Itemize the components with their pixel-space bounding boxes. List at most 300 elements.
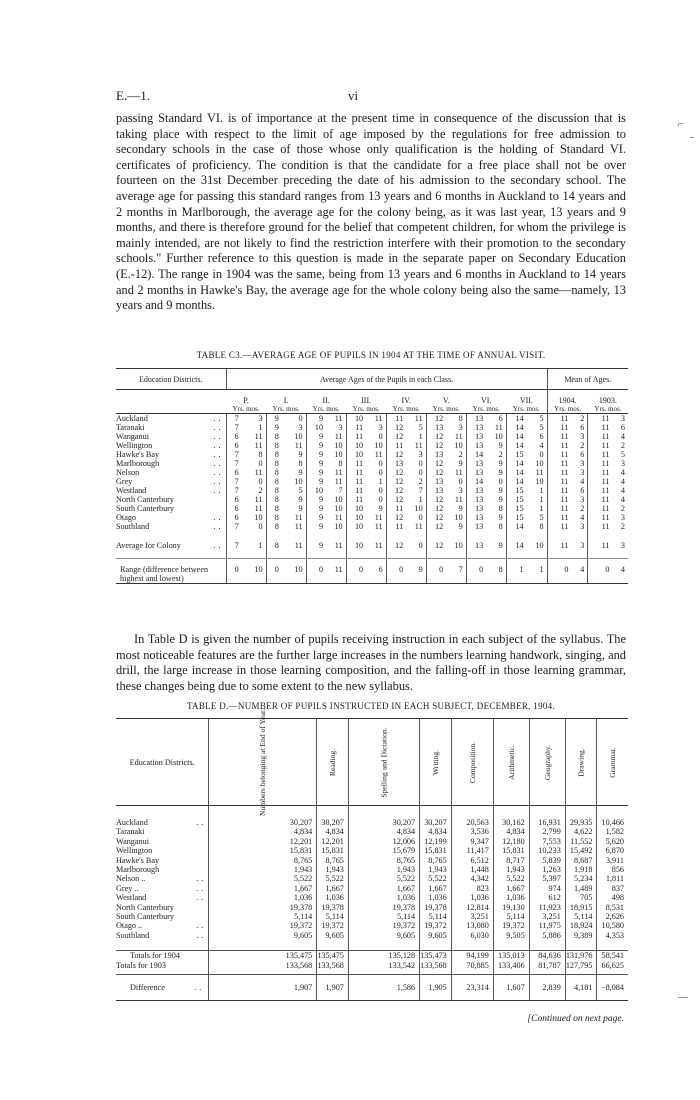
months-cell: 11	[254, 495, 263, 504]
years-cell: 9	[306, 504, 326, 513]
leader-dots: ..	[196, 818, 207, 827]
count-cell: 135,128	[348, 951, 419, 962]
years-cell: 1	[506, 559, 526, 584]
months-cell: 11	[374, 450, 383, 459]
months-cell: 11	[294, 513, 303, 522]
years-cell: 12	[386, 423, 406, 432]
months-cell: 10	[527, 531, 547, 559]
district-name: Otago	[116, 513, 137, 522]
count-cell: 10,233	[529, 846, 565, 855]
months-cell: 0	[378, 495, 383, 504]
count-cell: 1,036	[317, 893, 349, 902]
months-cell: 0	[418, 468, 423, 477]
months-cell: 11	[454, 468, 463, 477]
months-cell: 3	[378, 423, 383, 432]
unit-header: Yrs. mos.	[306, 405, 346, 414]
district-name: Wellington	[116, 441, 153, 450]
years-cell: 15	[506, 504, 526, 513]
months-cell: 8	[258, 450, 263, 459]
district-name: Auckland	[116, 414, 148, 423]
subject-header	[420, 719, 452, 806]
years-cell: 12	[386, 513, 406, 522]
years-cell: 0	[466, 559, 486, 584]
table-row	[116, 522, 628, 531]
months-cell: 7	[338, 486, 343, 495]
count-cell: 1,489	[565, 884, 597, 893]
district-name: Southland	[116, 522, 150, 531]
subject-header	[493, 719, 529, 806]
months-cell: 1	[539, 495, 544, 504]
leader-dots	[193, 961, 209, 975]
count-cell: 18,924	[565, 921, 597, 930]
count-cell: 1,943	[348, 865, 419, 874]
years-cell: 15	[506, 513, 526, 522]
count-cell: 133,568	[420, 961, 452, 975]
leader-dots: ..	[213, 468, 224, 477]
district-name: Wellington	[116, 846, 153, 856]
table-row	[116, 865, 628, 874]
years-cell: 14	[506, 432, 526, 441]
table-row	[116, 450, 628, 459]
years-cell: 14	[506, 459, 526, 468]
count-cell: 705	[565, 893, 597, 902]
months-cell: 11	[374, 522, 383, 531]
years-cell: 0	[547, 559, 571, 584]
table-row	[116, 806, 628, 828]
years-cell: 8	[266, 468, 282, 477]
years-cell: 11	[547, 459, 571, 468]
count-cell: 131,976	[565, 951, 597, 962]
table-row	[116, 837, 628, 846]
district-name: Wanganui	[116, 836, 149, 846]
count-cell: 2,839	[529, 975, 565, 1001]
years-cell: 11	[547, 468, 571, 477]
years-cell: 7	[226, 423, 242, 432]
months-cell: 2	[580, 504, 585, 513]
years-cell: 11	[386, 441, 406, 450]
count-cell: 6,870	[597, 846, 628, 855]
unit-header: Yrs. mos.	[506, 405, 547, 414]
years-cell: 14	[506, 441, 526, 450]
years-cell: 8	[266, 495, 282, 504]
years-cell: 14	[466, 450, 486, 459]
months-cell: 0	[498, 477, 503, 486]
years-cell: 0	[386, 559, 406, 584]
count-cell: 18,915	[565, 903, 597, 912]
district-name: Grey ..	[116, 883, 139, 893]
count-cell: 19,372	[493, 921, 529, 930]
col-district: Education Districts.	[116, 369, 226, 390]
years-cell: 9	[306, 495, 326, 504]
subject-header	[317, 719, 349, 806]
count-cell: 19,372	[209, 921, 317, 930]
years-cell: 12	[426, 441, 446, 450]
count-cell: 135,475	[317, 951, 349, 962]
count-cell: 84,636	[529, 951, 565, 962]
years-cell: 12	[426, 414, 446, 424]
count-cell: 19,372	[348, 921, 419, 930]
years-cell: 11	[588, 414, 613, 424]
years-cell: 11	[588, 459, 613, 468]
district-name: Southland	[116, 930, 150, 940]
months-cell: 5	[539, 423, 544, 432]
years-cell: 12	[426, 459, 446, 468]
col-district: Education Districts.	[116, 719, 209, 806]
years-cell: 0	[306, 559, 326, 584]
years-cell: 11	[547, 513, 571, 522]
leader-dots: ..	[213, 522, 224, 531]
months-cell: 5	[418, 423, 423, 432]
count-cell: 5,839	[529, 856, 565, 865]
months-cell: 7	[418, 486, 423, 495]
months-cell: 10	[334, 450, 343, 459]
months-cell: 4	[539, 441, 544, 450]
months-cell: 0	[378, 432, 383, 441]
years-cell: 14	[506, 477, 526, 486]
years-cell: 11	[547, 441, 571, 450]
months-cell: 10	[374, 441, 383, 450]
years-cell: 8	[266, 459, 282, 468]
months-cell: 3	[612, 531, 628, 559]
table-row	[116, 414, 628, 424]
table-row	[116, 495, 628, 504]
months-cell: 7	[446, 559, 466, 584]
years-cell: 8	[266, 432, 282, 441]
count-cell: 3,911	[597, 856, 628, 865]
months-cell: 1	[242, 531, 266, 559]
years-cell: 7	[226, 522, 242, 531]
months-cell: 8	[498, 522, 503, 531]
months-cell: 9	[298, 468, 303, 477]
months-cell: 2	[258, 486, 263, 495]
count-cell: 133,568	[317, 961, 349, 975]
count-cell: 19,372	[317, 921, 349, 930]
district-name: North Canterbury	[116, 495, 174, 504]
district-name: Taranaki	[116, 423, 145, 432]
months-cell: 0	[539, 450, 544, 459]
months-cell: 4	[620, 432, 625, 441]
months-cell: 11	[374, 513, 383, 522]
months-cell: 4	[580, 513, 585, 522]
count-cell: 11,975	[529, 921, 565, 930]
range-row	[116, 559, 628, 584]
months-cell: 6	[366, 559, 386, 584]
count-cell: 6,030	[451, 931, 493, 951]
years-cell: 9	[306, 477, 326, 486]
months-cell: 10	[535, 459, 544, 468]
count-cell: 11,417	[451, 846, 493, 855]
count-cell: 1,943	[493, 865, 529, 874]
subject-label: Spelling and Dictation.	[379, 726, 389, 798]
count-cell: 15,679	[348, 846, 419, 855]
continued-note: [Continued on next page.	[527, 1014, 624, 1024]
months-cell: 0	[406, 531, 426, 559]
count-cell: 19,130	[493, 903, 529, 912]
col-mean-ages: Mean of Ages.	[547, 369, 628, 390]
table-row	[116, 827, 628, 836]
years-cell: 9	[306, 468, 326, 477]
months-cell: 9	[498, 468, 503, 477]
count-cell: 5,234	[565, 874, 597, 883]
months-cell: 2	[620, 522, 625, 531]
years-cell: 7	[226, 414, 242, 424]
months-cell: 11	[254, 504, 263, 513]
count-cell: 30,207	[420, 806, 452, 828]
years-cell: 0	[266, 559, 282, 584]
leader-dots: ..	[213, 477, 224, 486]
count-cell: 4,353	[597, 931, 628, 951]
years-cell: 11	[588, 513, 613, 522]
count-cell: 29,935	[565, 806, 597, 828]
leader-dots: ..	[213, 432, 224, 441]
count-cell: 1,036	[420, 893, 452, 902]
margin-mark: -	[690, 132, 694, 143]
years-cell: 9	[306, 432, 326, 441]
years-cell: 10	[346, 513, 366, 522]
years-cell: 10	[306, 486, 326, 495]
months-cell: 9	[458, 504, 463, 513]
district-name: Totals for 1903	[116, 961, 166, 971]
count-cell: 4,181	[565, 975, 597, 1001]
years-cell: 11	[386, 504, 406, 513]
months-cell: 0	[258, 522, 263, 531]
months-cell: 3	[572, 531, 588, 559]
count-cell: 15,831	[420, 846, 452, 855]
years-cell: 14	[506, 414, 526, 424]
years-cell: 7	[226, 459, 242, 468]
years-cell: 9	[306, 414, 326, 424]
count-cell: 9,605	[420, 931, 452, 951]
leader-dots: ..	[213, 414, 224, 423]
years-cell: 11	[588, 522, 613, 531]
leader-dots: ..	[213, 486, 224, 495]
count-cell: 2,626	[597, 912, 628, 921]
count-cell: 1,607	[493, 975, 529, 1001]
subject-label: Composition.	[467, 741, 477, 783]
months-cell: 11	[294, 441, 303, 450]
years-cell: 12	[426, 504, 446, 513]
count-cell: 2,799	[529, 827, 565, 836]
table-row	[116, 912, 628, 921]
years-cell: 13	[466, 504, 486, 513]
count-cell: 135,475	[209, 951, 317, 962]
months-cell: 0	[458, 477, 463, 486]
months-cell: 1	[418, 495, 423, 504]
count-cell: 5,522	[348, 874, 419, 883]
table-row	[116, 504, 628, 513]
table-row	[116, 856, 628, 865]
count-cell: 9,505	[493, 931, 529, 951]
district-name: Auckland	[116, 818, 148, 827]
leader-dots	[193, 903, 209, 912]
months-cell: 3	[620, 414, 625, 423]
document-code: E.—1.	[116, 88, 150, 103]
totals-row-1903	[116, 961, 628, 975]
years-cell: 12	[386, 477, 406, 486]
count-cell: 1,667	[209, 884, 317, 893]
months-cell: 2	[620, 504, 625, 513]
months-cell: 5	[298, 486, 303, 495]
months-cell: 0	[258, 477, 263, 486]
count-cell: 1,943	[420, 865, 452, 874]
years-cell: 6	[226, 513, 242, 522]
unit-header: Yrs. mos.	[346, 405, 386, 414]
years-cell: 13	[386, 459, 406, 468]
years-cell: 12	[386, 432, 406, 441]
months-cell: 9	[298, 450, 303, 459]
district-name: South Canterbury	[116, 504, 174, 513]
months-cell: 4	[572, 559, 588, 584]
count-cell: 1,036	[348, 893, 419, 902]
months-cell: 8	[458, 414, 463, 423]
count-cell: 5,397	[529, 874, 565, 883]
months-cell: 10	[242, 559, 266, 584]
count-cell: 15,831	[493, 846, 529, 855]
years-cell: 8	[266, 513, 282, 522]
count-cell: 30,207	[317, 806, 349, 828]
months-cell: 3	[458, 486, 463, 495]
spacer-cell	[116, 405, 226, 414]
leader-dots: ..	[212, 531, 226, 559]
district-name: Otago ..	[116, 921, 143, 931]
years-cell: 12	[386, 450, 406, 459]
count-cell: 11,923	[529, 903, 565, 912]
count-cell: 12,201	[209, 837, 317, 846]
months-cell: 0	[378, 459, 383, 468]
months-cell: 10	[334, 441, 343, 450]
months-cell: 1	[539, 486, 544, 495]
years-cell: 11	[588, 531, 613, 559]
years-cell: 9	[306, 531, 326, 559]
months-cell: 9	[378, 504, 383, 513]
years-cell: 11	[547, 522, 571, 531]
count-cell: 5,522	[317, 874, 349, 883]
subject-label: Drawing.	[576, 747, 586, 777]
count-cell: 5,114	[317, 912, 349, 921]
subject-label: Writing.	[430, 749, 440, 775]
subject-label: Geography.	[542, 744, 552, 780]
leader-dots: ..	[196, 921, 207, 931]
class-header: VII.	[519, 396, 533, 405]
count-cell: 856	[597, 865, 628, 874]
months-cell: 0	[298, 414, 303, 423]
count-cell: 133,406	[493, 961, 529, 975]
years-cell: 11	[547, 504, 571, 513]
district-name: South Canterbury	[116, 912, 174, 922]
months-cell: 4	[620, 495, 625, 504]
months-cell: 1	[527, 559, 547, 584]
count-cell: 1,905	[420, 975, 452, 1001]
months-cell: 6	[580, 450, 585, 459]
count-cell: 6,512	[451, 856, 493, 865]
count-cell: 12,199	[420, 837, 452, 846]
months-cell: 9	[498, 495, 503, 504]
months-cell: 10	[446, 531, 466, 559]
count-cell: 5,114	[420, 912, 452, 921]
district-name: Range (difference between highest and lowest)	[116, 559, 226, 584]
years-cell: 9	[306, 441, 326, 450]
unit-header: Yrs. mos.	[466, 405, 506, 414]
leader-dots	[193, 912, 209, 921]
table-row	[116, 441, 628, 450]
years-cell: 10	[346, 504, 366, 513]
leader-dots: ..	[196, 893, 207, 903]
years-cell: 13	[466, 423, 486, 432]
years-cell: 11	[547, 495, 571, 504]
count-cell: 5,522	[493, 874, 529, 883]
count-cell: 1,943	[209, 865, 317, 874]
count-cell: 8,717	[493, 856, 529, 865]
months-cell: 11	[334, 432, 343, 441]
years-cell: 11	[346, 432, 366, 441]
subject-header	[209, 708, 317, 816]
leader-dots: ..	[196, 874, 207, 884]
months-cell: 11	[326, 531, 346, 559]
margin-mark: ⌐	[678, 119, 684, 130]
count-cell: 58,541	[597, 951, 628, 962]
years-cell: 0	[226, 559, 242, 584]
count-cell: 94,199	[451, 951, 493, 962]
months-cell: 2	[458, 450, 463, 459]
years-cell: 8	[266, 477, 282, 486]
table-c	[116, 368, 628, 584]
years-cell: 11	[346, 495, 366, 504]
leader-dots	[212, 495, 226, 504]
district-name: Marlborough	[116, 865, 160, 875]
years-cell: 11	[547, 414, 571, 424]
count-cell: 4,834	[209, 827, 317, 836]
months-cell: 4	[612, 559, 628, 584]
count-cell: 1,667	[317, 884, 349, 893]
table-row	[116, 477, 628, 486]
class-header: VI.	[481, 396, 492, 405]
count-cell: 1,667	[420, 884, 452, 893]
count-cell: 66,625	[597, 961, 628, 975]
years-cell: 11	[588, 504, 613, 513]
years-cell: 9	[266, 414, 282, 424]
table-row	[116, 459, 628, 468]
unit-header: Yrs. mos.	[588, 405, 628, 414]
table-row	[116, 931, 628, 951]
months-cell: 3	[258, 414, 263, 423]
months-cell: 2	[498, 450, 503, 459]
months-cell: 9	[498, 486, 503, 495]
count-cell: 5,522	[420, 874, 452, 883]
years-cell: 10	[346, 522, 366, 531]
years-cell: 12	[386, 495, 406, 504]
years-cell: 12	[386, 486, 406, 495]
years-cell: 14	[506, 468, 526, 477]
unit-header: Yrs. mos.	[266, 405, 306, 414]
count-cell: 5,522	[209, 874, 317, 883]
years-cell: 13	[426, 450, 446, 459]
average-row	[116, 531, 628, 559]
district-name: Nelson	[116, 468, 140, 477]
district-name: Totals for 1904	[116, 951, 193, 962]
years-cell: 9	[306, 522, 326, 531]
months-cell: 8	[486, 559, 506, 584]
count-cell: 12,201	[317, 837, 349, 846]
months-cell: 5	[620, 450, 625, 459]
unit-header: Yrs. mos.	[226, 405, 266, 414]
subject-label: Reading.	[328, 748, 338, 776]
count-cell: 1,943	[317, 865, 349, 874]
count-cell: 1,036	[209, 893, 317, 902]
years-cell: 14	[506, 423, 526, 432]
months-cell: 0	[258, 459, 263, 468]
count-cell: 16,931	[529, 806, 565, 828]
count-cell: 1,036	[451, 893, 493, 902]
